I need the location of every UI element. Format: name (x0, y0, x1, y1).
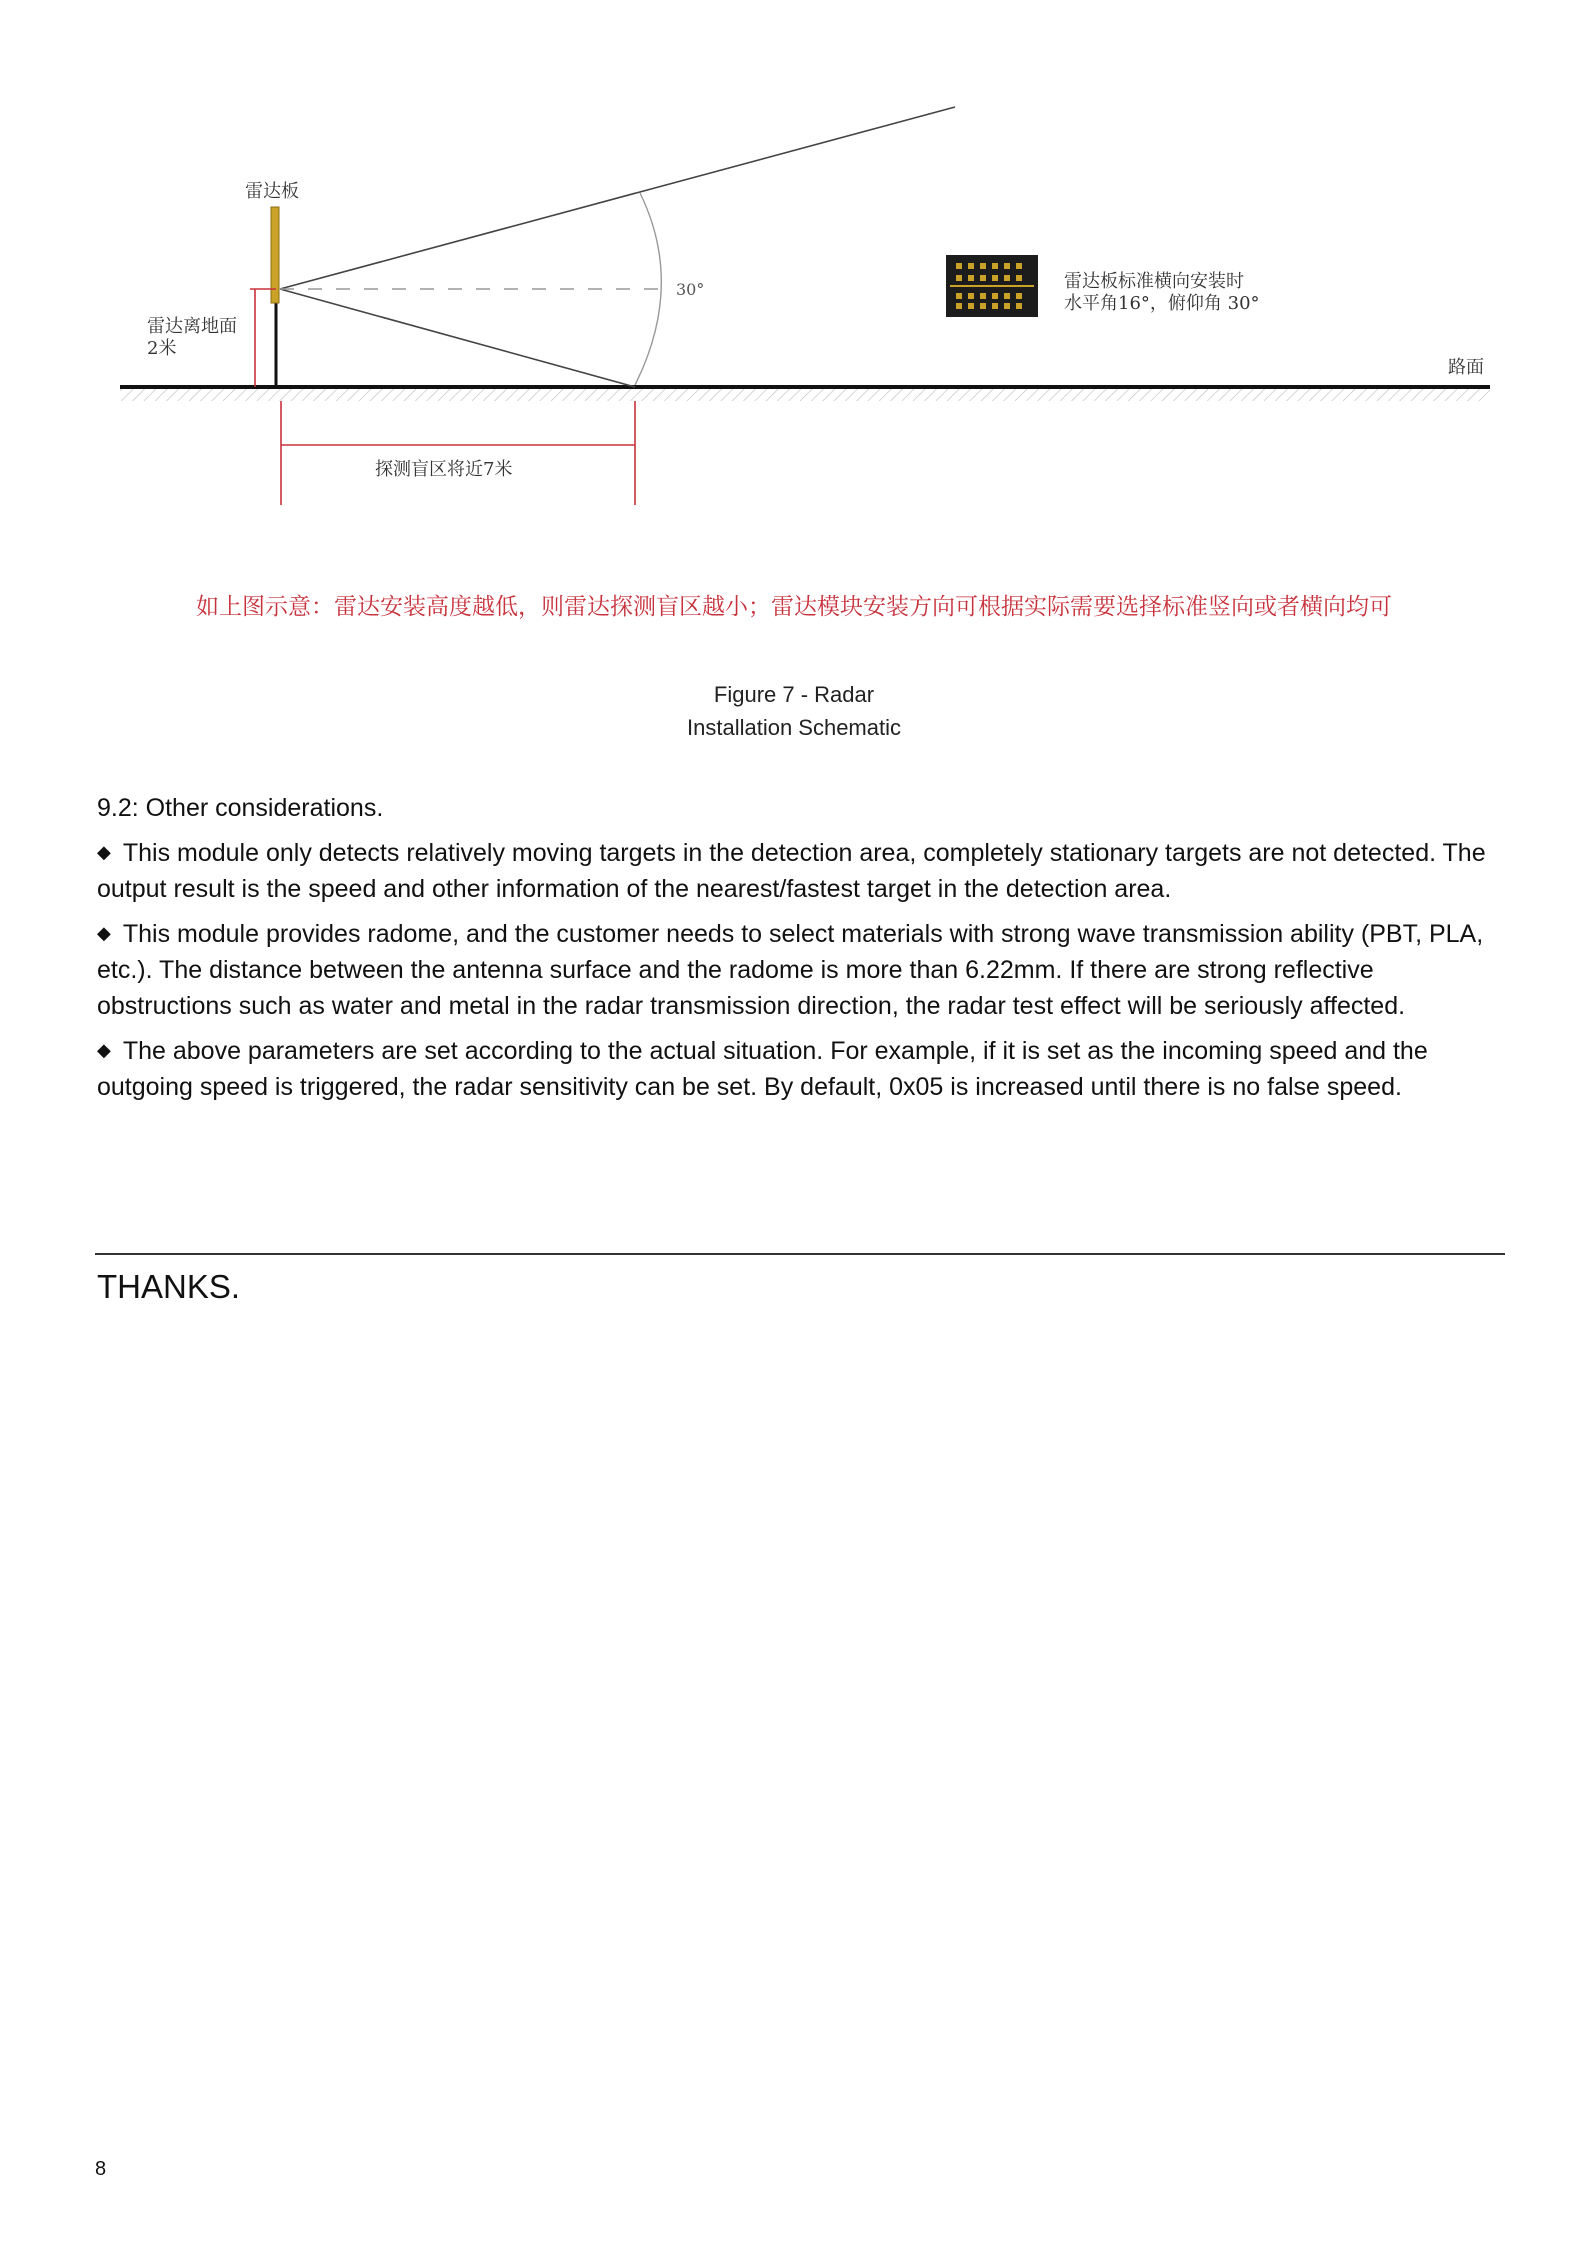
bullet-text: This module only detects relatively moving targets in the detection area, completely stationary targets are not detected. The output result is the speed and other information of the nearest/fastest target in the detection area. (97, 839, 1486, 903)
section-heading: 9.2: Other considerations. (97, 794, 384, 822)
horizontal-divider (95, 1253, 1505, 1255)
bullet-item (97, 915, 1497, 1024)
diamond-bullet-icon: ◆ (97, 842, 111, 862)
beam-lower-line (280, 289, 635, 387)
diamond-bullet-icon: ◆ (97, 923, 111, 943)
other-considerations-section (97, 790, 1497, 1113)
thanks-heading: THANKS. (97, 1268, 241, 1305)
bullet-item (97, 834, 1497, 907)
install-label-line2: 水平角16°，俯仰角 30° (1064, 293, 1260, 314)
bullet-text: The above parameters are set according to the actual situation. For example, if it is set as the incoming speed and the outgoing speed is triggered, the radar sensitivity can be set. By default, 0x05 is increased until there is no false speed. (97, 1037, 1428, 1101)
diamond-bullet-icon: ◆ (97, 1040, 111, 1060)
height-value-label: 2米 (147, 338, 177, 359)
road-label: 路面 (1448, 357, 1484, 378)
figure-caption (0, 678, 1588, 744)
height-label: 雷达离地面 (147, 316, 237, 337)
figure-caption-line1: Figure 7 - Radar (713, 682, 875, 707)
blind-zone-label: 探测盲区将近7米 (375, 459, 513, 480)
page-number: 8 (95, 2158, 107, 2180)
angle-label: 30° (676, 280, 705, 299)
bullet-text: This module provides radome, and the customer needs to select materials with strong wave transmission ability (PBT, PLA, etc.). The distance between the antenna surface and the radome is more than 6.22mm. If there are strong reflective obstructions such as water and metal in the radar transmission direction, the radar test effect will be seriously affected. (97, 920, 1484, 1020)
radar-installation-figure (110, 95, 1510, 515)
beam-upper-line (280, 107, 955, 289)
ground-hatch (120, 387, 1490, 401)
figure-note: 如上图示意：雷达安装高度越低，则雷达探测盲区越小；雷达模块安装方向可根据实际需要选择标准竖向或者横向均可 (196, 594, 1392, 620)
bullet-item (97, 1032, 1497, 1105)
radar-board-label: 雷达板 (245, 181, 299, 202)
radar-module-photo (946, 255, 1038, 317)
figure-caption-line2: Installation Schematic (687, 715, 901, 740)
install-label-line1: 雷达板标准横向安装时 (1064, 271, 1244, 292)
